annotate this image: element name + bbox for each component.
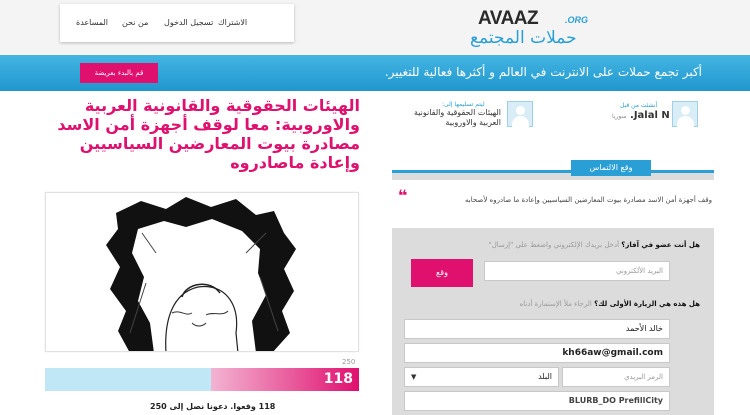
target-name: الهيئات الحقوقية والقانونية العربية والاوروبية <box>413 108 501 127</box>
author-label: أنشئت من قبل <box>620 102 658 109</box>
nav-help-link[interactable]: المساعدة <box>76 18 109 27</box>
email-input[interactable]: kh66aw@gmail.com <box>404 343 670 363</box>
nav-about-link[interactable]: من نحن <box>122 18 149 27</box>
author-location: سوريا <box>612 113 627 120</box>
start-petition-button[interactable]: قم بالبدء بعريضة <box>80 63 158 83</box>
top-header <box>0 0 750 54</box>
signature-progress-bar <box>45 368 359 391</box>
sign-button[interactable]: وقع <box>411 259 473 287</box>
nav-join-link[interactable]: الاشتراك <box>218 18 248 27</box>
sign-petition-tab: وقع الالتماس <box>571 160 651 176</box>
author-name[interactable]: Jalal N. سوريا <box>612 110 670 121</box>
dropdown-arrow-icon: ▼ <box>411 373 417 381</box>
petition-image <box>45 192 359 352</box>
first-visit-question: هل هذه هي الزيارة الأولى لك؟ الرجاء ملأ الإستمارة أدناه <box>519 300 700 308</box>
target-label: ليتم تسليمها إلى: <box>442 101 485 108</box>
petition-illustration <box>46 193 359 352</box>
tagline-text: أكبر تجمع حملات على الانترنت في العالم و أكثرها فعالية للتغيير. <box>384 65 702 79</box>
postal-code-input[interactable]: الرمز البريدي <box>562 367 670 387</box>
petition-quote: وقف أجهزة أمن الاسد مصادرة بيوت المعارضين السياسيين وإعادة ما صادروه لأصحابه <box>465 196 712 204</box>
top-nav <box>60 4 294 42</box>
quote-icon: ❝ <box>398 186 408 205</box>
author-avatar <box>672 101 698 127</box>
signed-status-text: 118 وقعوا. دعونا نصل إلى 250 <box>150 402 276 411</box>
nav-login-link[interactable]: تسجيل الدخول <box>164 18 214 27</box>
member-question: هل أنت عضو في آفاز؟ أدخل بريدك الإلكتروني واضغط على "إرسال" <box>488 241 700 249</box>
goal-label: 250 <box>342 358 356 366</box>
community-petitions-title: حملات المجتمع <box>470 28 577 48</box>
target-avatar <box>507 101 533 127</box>
petition-title: الهيئات الحقوقية والقانونية العربية والاوروبية: معا لوقف أجهزة أمن الاسد مصادرة بيوت المعارضين السياسيين وإعادة ماصادروه <box>57 96 360 172</box>
name-input[interactable]: خالد الأحمد <box>404 319 670 339</box>
signature-count: 118 <box>323 371 353 387</box>
country-select[interactable]: البلد ▼ <box>404 367 559 387</box>
avaaz-logo[interactable]: AVAAZ <box>478 8 539 29</box>
city-input[interactable]: BLURB_DO PrefillCity <box>404 391 670 411</box>
avaaz-logo-suffix: .ORG <box>565 15 589 25</box>
member-email-input[interactable]: البريد الألكتروني <box>484 261 670 281</box>
